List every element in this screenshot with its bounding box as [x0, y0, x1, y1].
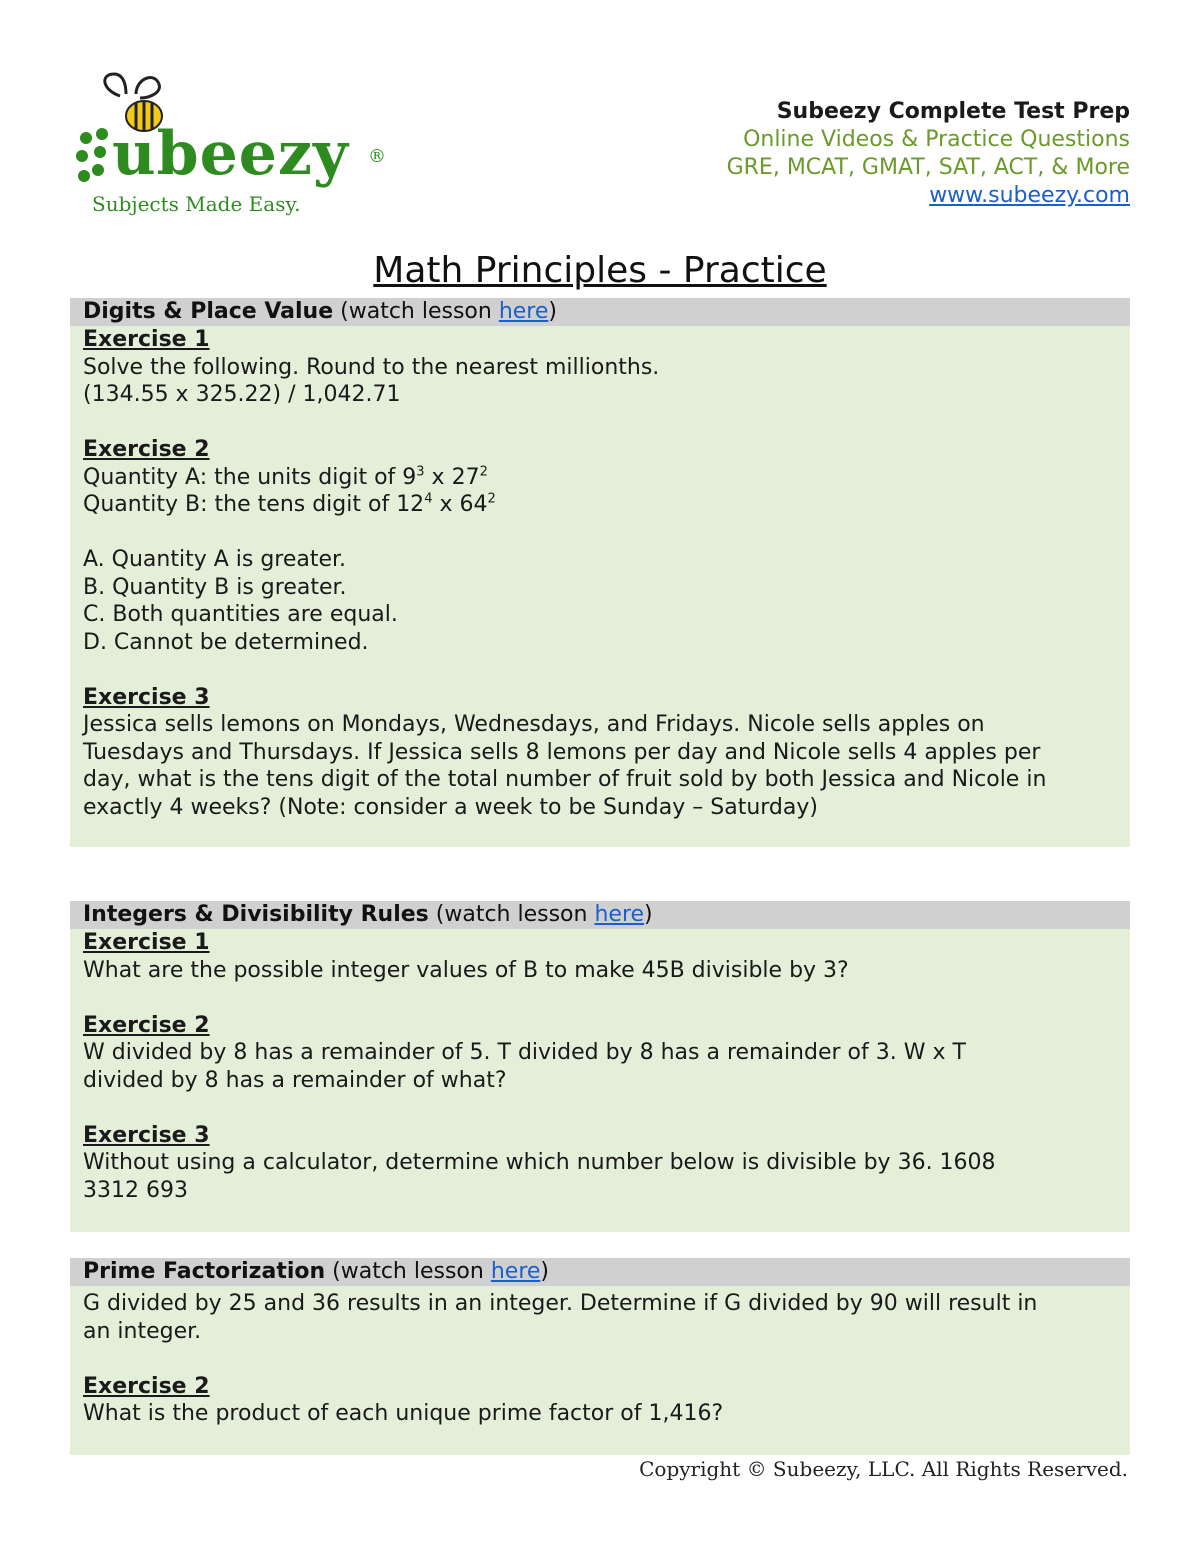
exercise-text: divided by 8 has a remainder of what? — [83, 1067, 507, 1093]
watch-suffix: ) — [540, 1259, 550, 1284]
answer-option: A. Quantity A is greater. — [83, 547, 347, 572]
section-integers-divisibility — [70, 901, 1130, 1232]
exercise-title: Exercise 1 — [83, 327, 210, 352]
section-body — [70, 326, 1130, 821]
exercise-title: Exercise 3 — [83, 1122, 210, 1148]
logo-tagline: Subjects Made Easy. — [92, 192, 301, 216]
page-title: Math Principles - Practice — [373, 250, 827, 291]
exercise-title: Exercise 2 — [83, 437, 210, 462]
dots-icon — [72, 122, 112, 192]
quantity-a: Quantity A: the units digit of $9^3$ x $27^2$ — [83, 464, 488, 490]
subeezy-logo — [72, 64, 402, 224]
section-header — [70, 298, 1130, 326]
header-subtitle: Online Videos & Practice Questions — [743, 127, 1130, 152]
watch-prefix: (watch lesson — [325, 1259, 491, 1284]
watch-lesson-link[interactable]: here — [498, 299, 549, 324]
answer-option: D. Cannot be determined. — [83, 629, 369, 655]
answer-option: C. Both quantities are equal. — [83, 602, 398, 627]
exercise-text: Jessica sells lemons on Mondays, Wednesdays, and Fridays. Nicole sells apples on — [83, 712, 985, 737]
section-header — [70, 901, 1130, 929]
exercise-text: What is the product of each unique prime factor of 1,416? — [83, 1401, 724, 1426]
exercise-title: Exercise 2 — [83, 1012, 210, 1038]
exercise-text: (134.55 x 325.22) / 1,042.71 — [83, 382, 401, 407]
exercise-text: an integer. — [83, 1318, 202, 1344]
header-exams: GRE, MCAT, GMAT, SAT, ACT, & More — [726, 155, 1130, 180]
quantity-b: Quantity B: the tens digit of $12^4$ x $64^2$ — [83, 491, 496, 517]
exercise-text: exactly 4 weeks? (Note: consider a week to be Sunday – Saturday) — [83, 794, 818, 820]
logo-wordmark: ubeezy — [112, 119, 349, 189]
exercise-title: Exercise 1 — [83, 930, 210, 955]
watch-prefix: (watch lesson — [428, 902, 595, 927]
section-title: Digits & Place Value — [83, 299, 334, 324]
watch-lesson-link[interactable]: here — [490, 1259, 541, 1284]
exercise-text: 3312 693 — [83, 1177, 188, 1203]
section-title: Prime Factorization — [83, 1259, 326, 1284]
watch-suffix: ) — [548, 299, 557, 324]
exercise-title: Exercise 3 — [83, 684, 210, 710]
copyright-notice: Copyright © Subeezy, LLC. All Rights Reserved. — [639, 1457, 1128, 1481]
section-title: Integers & Divisibility Rules — [83, 902, 429, 927]
exercise-text: What are the possible integer values of B to make 45B divisible by 3? — [83, 957, 849, 983]
watch-prefix: (watch lesson — [333, 299, 499, 324]
exercise-text: Tuesdays and Thursdays. If Jessica sells 8 lemons per day and Nicole sells 4 apples per — [83, 739, 1041, 765]
section-header — [70, 1258, 1130, 1286]
watch-suffix: ) — [644, 902, 653, 927]
section-digits-place-value — [70, 298, 1130, 847]
answer-option: B. Quantity B is greater. — [83, 574, 347, 600]
exercise-text: W divided by 8 has a remainder of 5. T divided by 8 has a remainder of 3. W x T — [83, 1040, 966, 1065]
section-body — [70, 929, 1130, 1204]
exercise-text: Without using a calculator, determine which number below is divisible by 36. 1608 — [83, 1150, 996, 1175]
header-info — [727, 98, 1130, 210]
exercise-text: day, what is the tens digit of the total number of fruit sold by both Jessica and Nicole in — [83, 767, 1047, 792]
header-title: Subeezy Complete Test Prep — [776, 99, 1130, 124]
exercise-title: Exercise 2 — [83, 1373, 210, 1399]
exercise-text: G divided by 25 and 36 results in an integer. Determine if G divided by 90 will result in — [83, 1291, 1038, 1316]
exercise-text: Solve the following. Round to the nearest millionths. — [83, 354, 660, 380]
registered-mark: ® — [368, 146, 386, 167]
section-prime-factorization — [70, 1258, 1130, 1455]
website-link[interactable]: www.subeezy.com — [929, 183, 1130, 208]
section-body — [70, 1286, 1130, 1428]
watch-lesson-link[interactable]: here — [594, 902, 645, 927]
